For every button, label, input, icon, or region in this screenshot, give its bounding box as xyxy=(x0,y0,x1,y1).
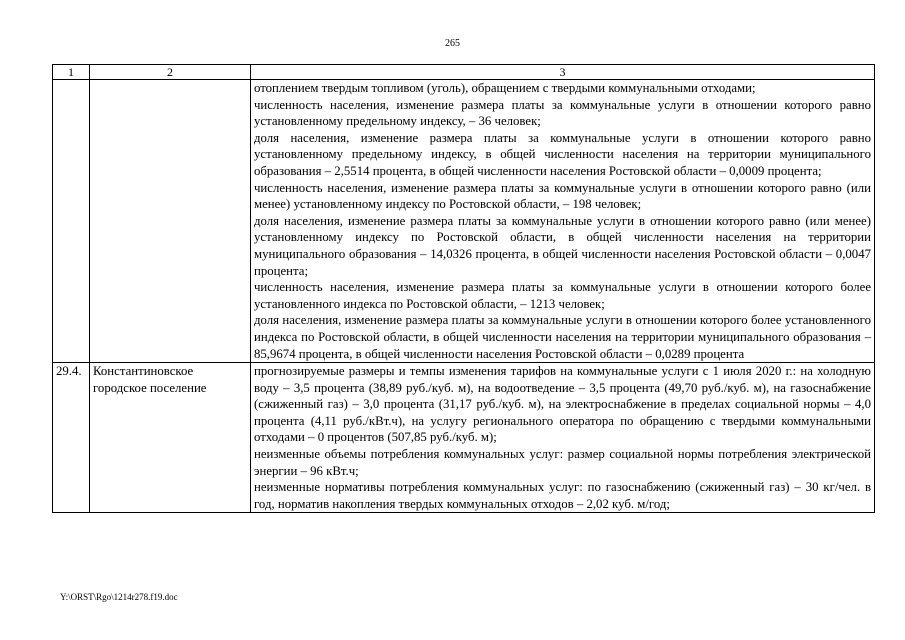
municipality-name: Константиновское городское поселение xyxy=(90,363,251,513)
paragraph: отоплением твердым топливом (уголь), обращением с твердыми коммунальными отходами; xyxy=(254,81,756,95)
row-number xyxy=(53,80,90,363)
paragraph: неизменные нормативы потребления коммунальных услуг: по газоснабжению (сжиженный газ) – 30 кг/чел. в год, норматив накопления твердых коммунальных отходов – 2,02 куб. м/год; xyxy=(254,480,871,511)
description-cell xyxy=(251,80,875,363)
file-path-footer: Y:\ORST\Rgo\1214r278.f19.doc xyxy=(60,592,178,602)
paragraph: доля населения, изменение размера платы за коммунальные услуги в отношении которого более установленного индекса по Ростовской области, в общей численности населения на территории муниципального образования – 85,9674 процента, в общей численности населения Ростовской области – 0,0289 процента xyxy=(254,313,871,361)
column-header-3: 3 xyxy=(251,65,875,80)
page-number: 265 xyxy=(445,38,460,49)
paragraph: доля населения, изменение размера платы за коммунальные услуги в отношении которого равно (или менее) установленному индексу по Ростовской области, в общей численности населения на территории муниципального образования – 14,0326 процента, в общей численности населения Ростовской области – 0,0047 процента; xyxy=(254,213,871,278)
table-header-row xyxy=(53,65,875,80)
paragraph: численность населения, изменение размера платы за коммунальные услуги в отношении которого равно (или менее) установленному индексу по Ростовской области, – 198 человек; xyxy=(254,180,871,212)
column-header-2: 2 xyxy=(90,65,251,80)
table-row xyxy=(53,80,875,363)
municipality-name xyxy=(90,80,251,363)
paragraph: доля населения, изменение размера платы за коммунальные услуги в отношении которого равно установленному предельному индексу, в общей численности населения на территории муниципального образования – 2,5514 процента, в общей численности населения Ростовской области – 0,0009 процента; xyxy=(254,130,871,178)
column-header-1: 1 xyxy=(53,65,90,80)
paragraph: неизменные объемы потребления коммунальных услуг: размер социальной нормы потребления электрической энергии – 96 кВт.ч; xyxy=(254,447,871,478)
paragraph: численность населения, изменение размера платы за коммунальные услуги в отношении которого равно установленному предельному индексу, – 36 человек; xyxy=(254,97,871,129)
description-cell xyxy=(251,363,875,513)
document-table xyxy=(52,64,875,513)
paragraph: численность населения, изменение размера платы за коммунальные услуги в отношении которого более установленного индекса по Ростовской области, – 1213 человек; xyxy=(254,280,871,311)
table-row xyxy=(53,363,875,513)
paragraph: прогнозируемые размеры и темпы изменения тарифов на коммунальные услуги с 1 июля 2020 г.: на холодную воду – 3,5 процента (38,89 руб./куб. м), на водоотведение – 3,5 процента (49,70 руб./куб. м), на газоснабжение (сжиженный газ) – 3,0 процента (31,17 руб./куб. м), на электроснабжение в пределах социальной нормы – 4,0 процента (4,11 руб./кВт.ч), на услугу регионального оператора по обращению с твердыми коммунальными отходами – 0 процентов (507,85 руб./куб. м); xyxy=(254,364,871,445)
row-number: 29.4. xyxy=(53,363,90,513)
